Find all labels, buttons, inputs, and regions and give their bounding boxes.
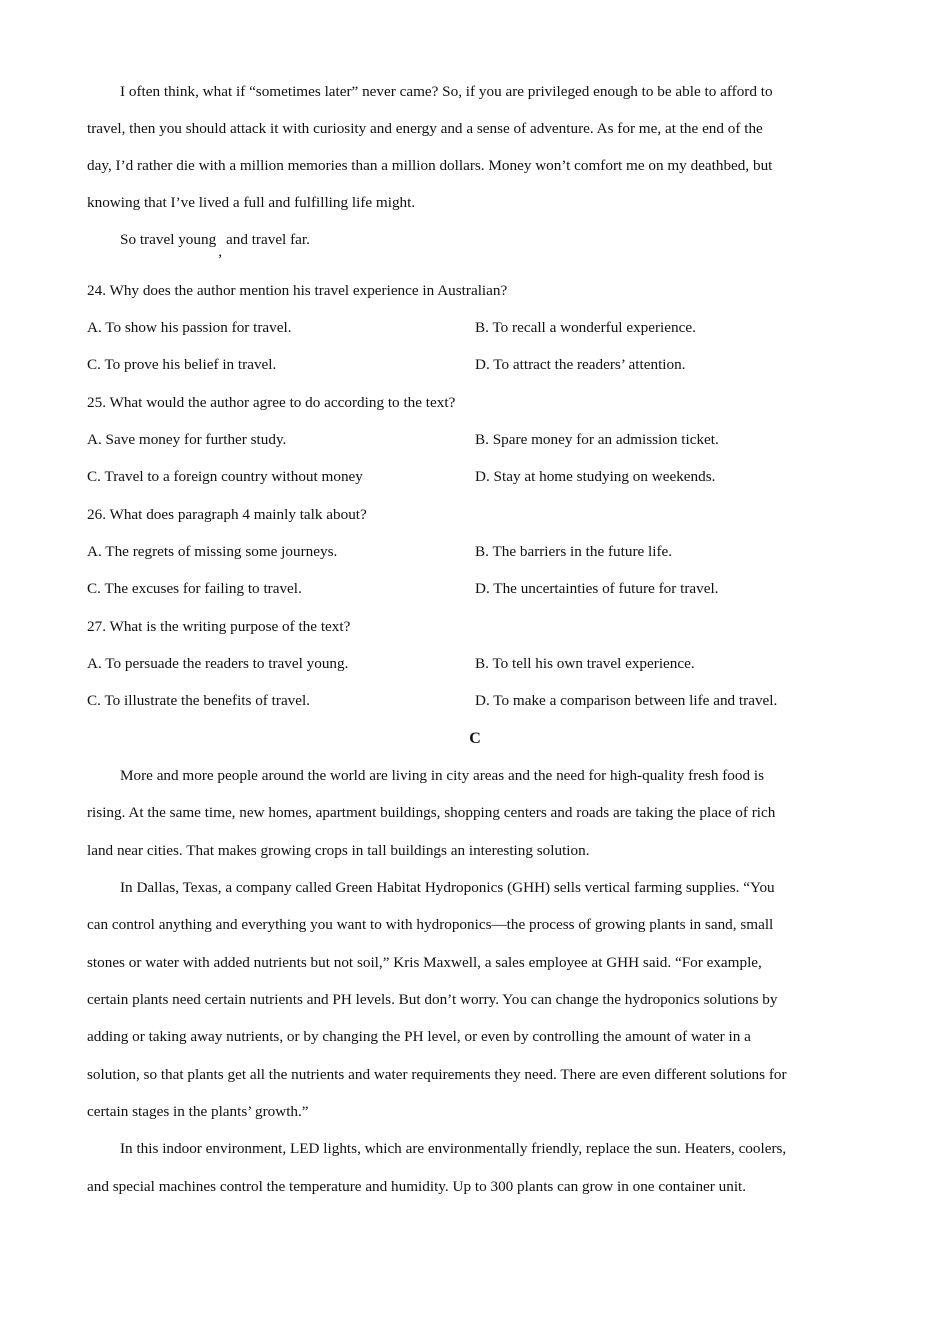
option-d: D. To attract the readers’ attention. <box>475 356 686 373</box>
option-b: B. To tell his own travel experience. <box>475 655 695 672</box>
question-stem: 24. Why does the author mention his travel experience in Australian? <box>87 282 508 299</box>
paragraph-line: can control anything and everything you want to with hydroponics—the process of growing plants in sand, small <box>87 916 774 933</box>
paragraph-line: knowing that I’ve lived a full and fulfilling life might. <box>87 194 416 211</box>
paragraph-line: I often think, what if “sometimes later” never came? So, if you are privileged enough to be able to afford to <box>120 83 773 100</box>
option-c: C. The excuses for failing to travel. <box>87 580 302 597</box>
paragraph-line: and special machines control the temperature and humidity. Up to 300 plants can grow in one container unit. <box>87 1178 747 1195</box>
closing-part1: So travel young <box>120 231 217 248</box>
option-a: A. To show his passion for travel. <box>87 319 292 336</box>
option-a: A. The regrets of missing some journeys. <box>87 543 338 560</box>
option-b: B. To recall a wonderful experience. <box>475 319 696 336</box>
option-c: C. To illustrate the benefits of travel. <box>87 692 311 709</box>
question-stem: 25. What would the author agree to do according to the text? <box>87 394 456 411</box>
option-d: D. Stay at home studying on weekends. <box>475 468 716 485</box>
option-b: B. The barriers in the future life. <box>475 543 673 560</box>
paragraph-line: adding or taking away nutrients, or by changing the PH level, or even by controlling the amount of water in a <box>87 1028 751 1045</box>
question-stem: 27. What is the writing purpose of the text? <box>87 618 351 635</box>
option-c: C. To prove his belief in travel. <box>87 356 277 373</box>
closing-part2: and travel far. <box>225 231 310 248</box>
paragraph-line: More and more people around the world are living in city areas and the need for high-quality fresh food is <box>120 767 765 784</box>
paragraph-line: solution, so that plants get all the nutrients and water requirements they need. There are even different solutions for <box>87 1066 787 1083</box>
paragraph-line: In Dallas, Texas, a company called Green Habitat Hydroponics (GHH) sells vertical farming supplies. “You <box>120 879 775 896</box>
paragraph-line: day, I’d rather die with a million memories than a million dollars. Money won’t comfort me on my deathbed, but <box>87 157 773 174</box>
closing-comma: , <box>218 243 222 260</box>
option-d: D. The uncertainties of future for travel. <box>475 580 719 597</box>
question-stem: 26. What does paragraph 4 mainly talk about? <box>87 506 367 523</box>
paragraph-line: certain plants need certain nutrients and PH levels. But don’t worry. You can change the hydroponics solutions by <box>87 991 778 1008</box>
option-c: C. Travel to a foreign country without money <box>87 468 363 485</box>
paragraph-line: land near cities. That makes growing crops in tall buildings an interesting solution. <box>87 842 590 859</box>
option-b: B. Spare money for an admission ticket. <box>475 431 719 448</box>
paragraph-line: rising. At the same time, new homes, apartment buildings, shopping centers and roads are taking the place of rich <box>87 804 776 821</box>
paragraph-line: certain stages in the plants’ growth.” <box>87 1103 309 1120</box>
option-a: A. Save money for further study. <box>87 431 287 448</box>
paragraph-line: travel, then you should attack it with curiosity and energy and a sense of adventure. As for me, at the end of the <box>87 120 763 137</box>
option-d: D. To make a comparison between life and travel. <box>475 692 778 709</box>
section-heading: C <box>469 730 481 747</box>
paragraph-line: stones or water with added nutrients but not soil,” Kris Maxwell, a sales employee at GHH said. “For example, <box>87 954 762 971</box>
paragraph-line: In this indoor environment, LED lights, which are environmentally friendly, replace the sun. Heaters, coolers, <box>120 1140 787 1157</box>
closing-line <box>120 230 900 260</box>
option-a: A. To persuade the readers to travel young. <box>87 655 349 672</box>
